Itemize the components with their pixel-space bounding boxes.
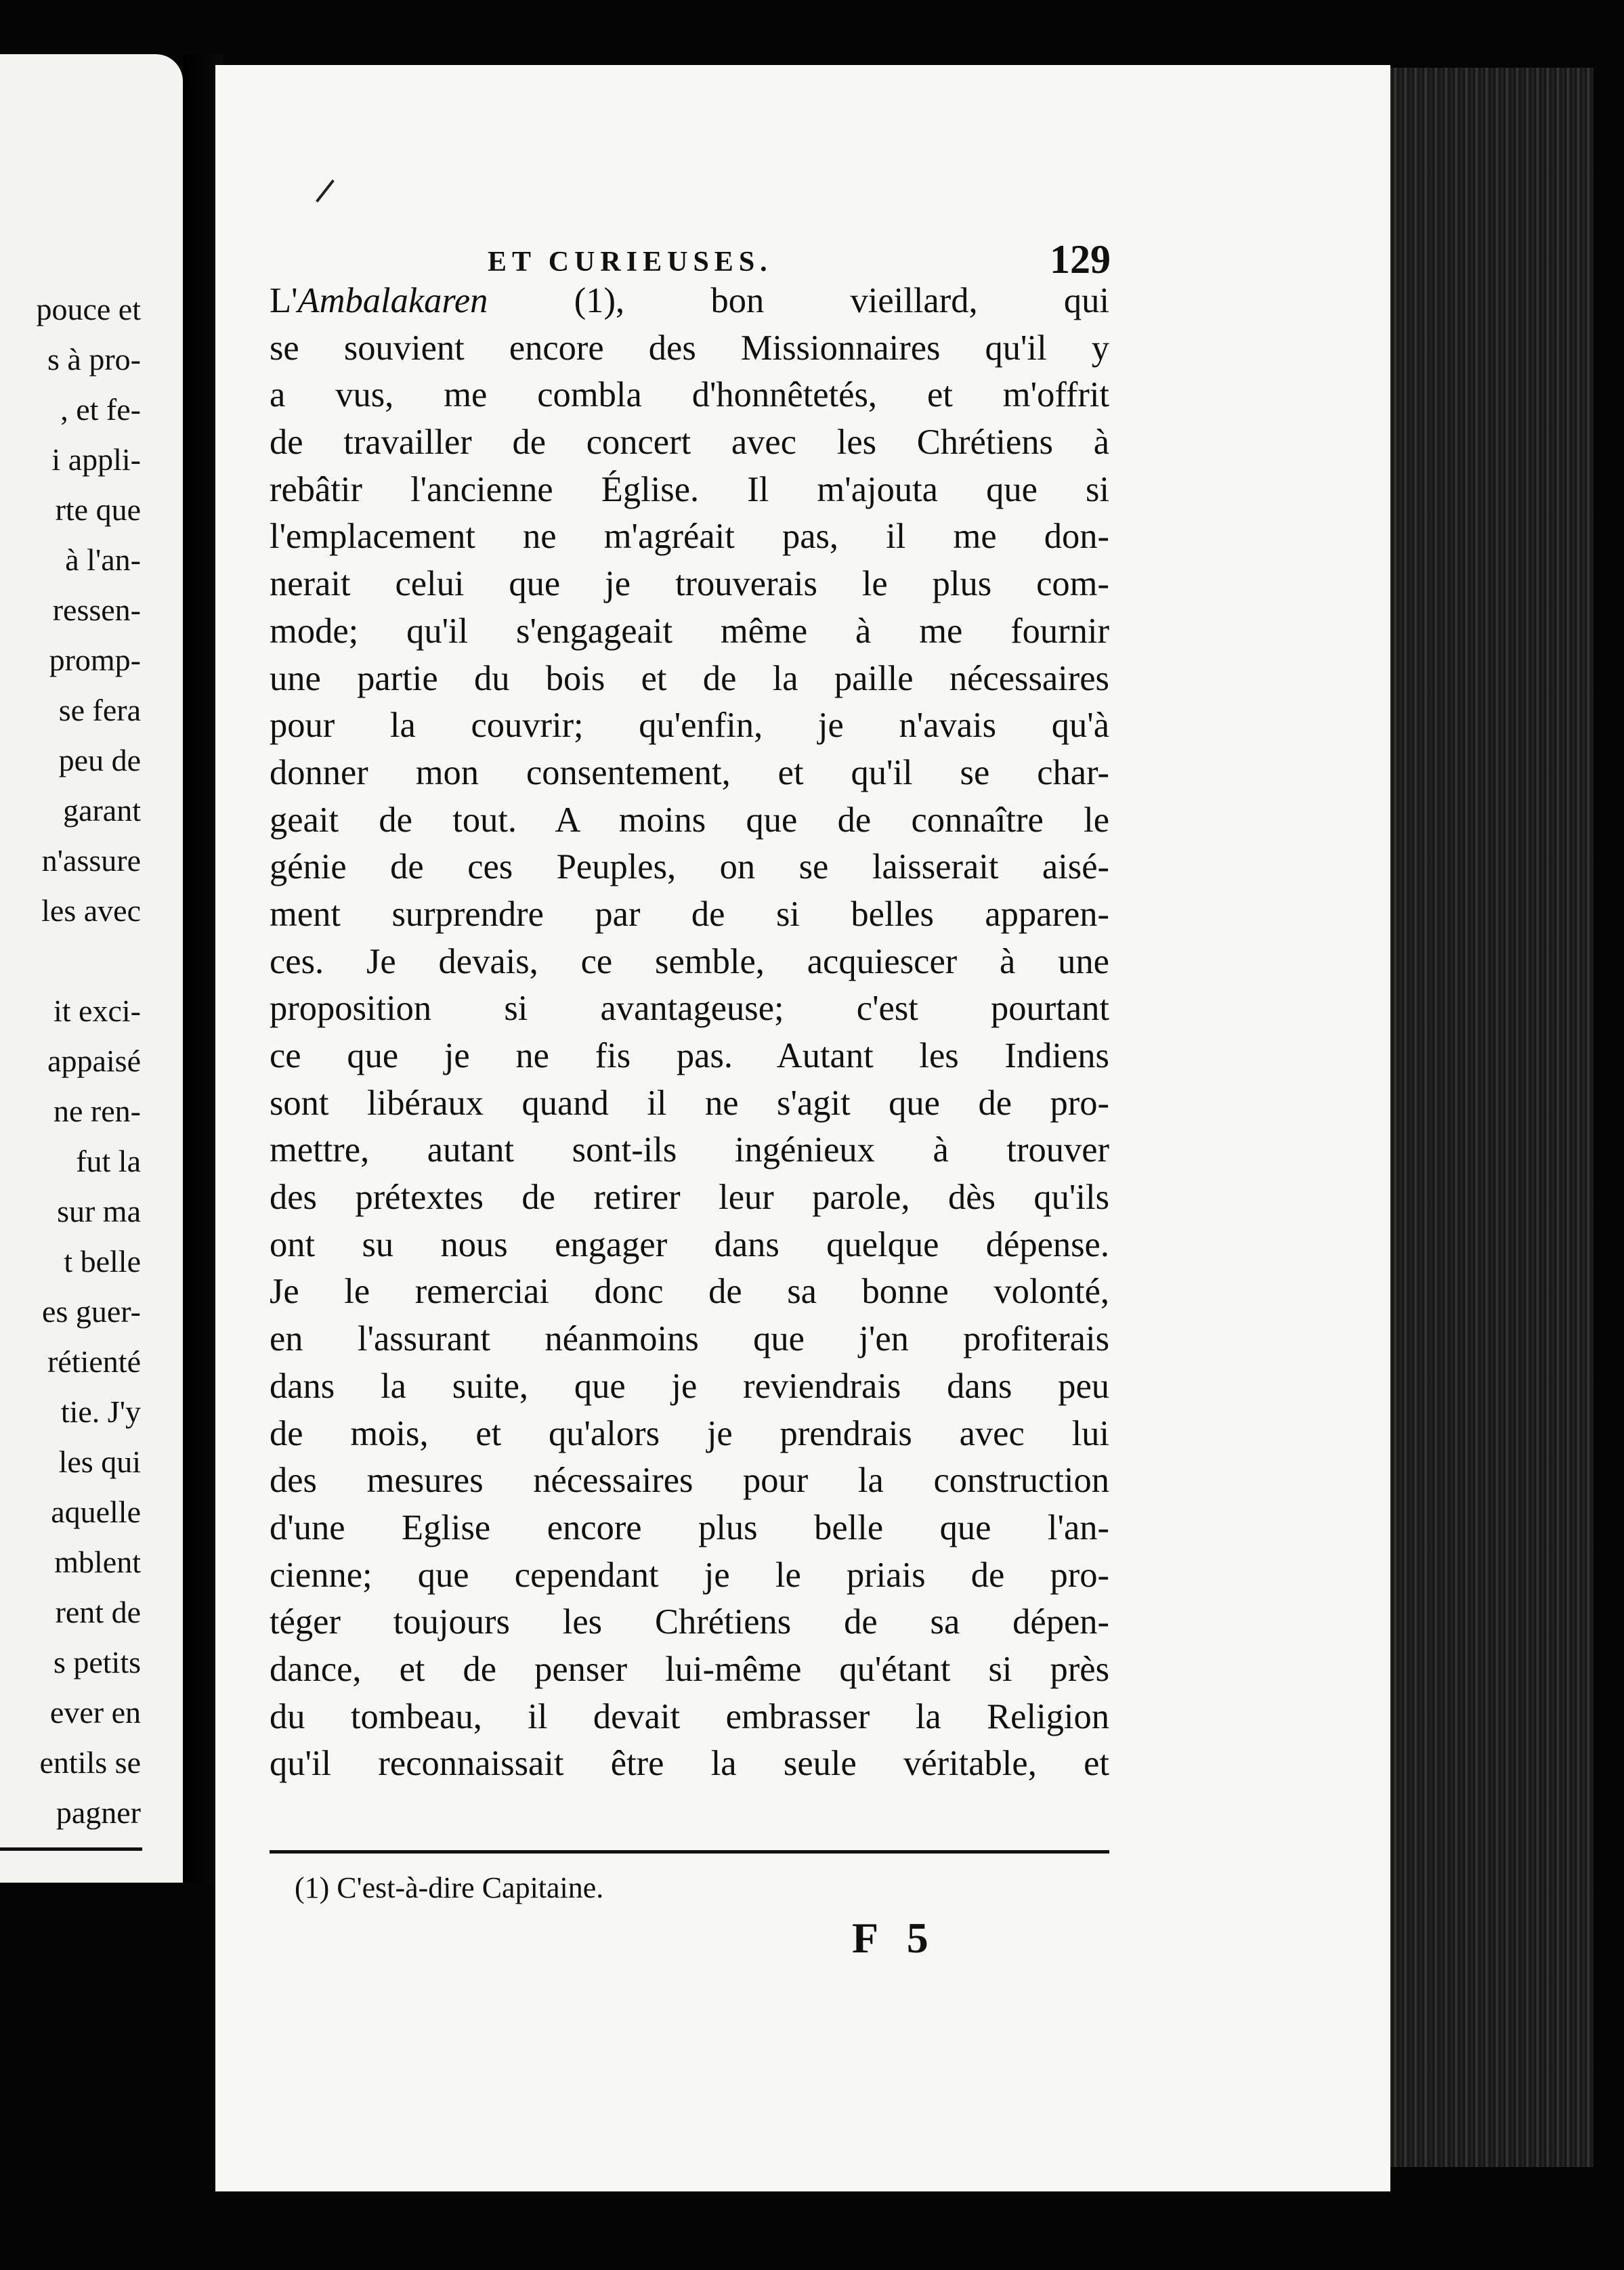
first-line-rest: (1), bon vieillard, qui — [488, 281, 1109, 320]
facing-page-text — [0, 284, 141, 1838]
facing-page-line: ne ren- — [54, 1094, 141, 1128]
facing-page-line: rétienté — [47, 1344, 141, 1379]
text-line: ce que je ne fis pas. Autant les Indiens — [270, 1036, 1109, 1075]
text-line: mode; qu'il s'engageait même à me fournir — [270, 611, 1109, 651]
footnote-rule — [270, 1850, 1109, 1854]
facing-page-line: es guer- — [42, 1294, 141, 1329]
text-line: dans la suite, que je reviendrais dans peu — [270, 1366, 1109, 1406]
page-number: 129 — [1050, 237, 1111, 282]
page-edges — [1390, 68, 1594, 2167]
facing-page-line: les qui — [58, 1444, 141, 1479]
text-line: ces. Je devais, ce semble, acquiescer à une — [270, 941, 1109, 981]
facing-page-line: s à pro- — [47, 342, 141, 377]
facing-page-line: n'assure — [41, 843, 141, 878]
text-line: une partie du bois et de la paille nécessaires — [270, 658, 1109, 698]
text-line: de travailler de concert avec les Chrétiens à — [270, 423, 1109, 463]
facing-page-line: ever en — [49, 1695, 141, 1730]
facing-page-line: garant — [63, 793, 141, 828]
facing-page-line: rte que — [55, 492, 141, 527]
text-line: pour la couvrir; qu'enfin, je n'avais qu'à — [270, 706, 1109, 746]
text-line: du tombeau, il devait embrasser la Religion — [270, 1696, 1109, 1736]
facing-page-line: entils se — [39, 1745, 141, 1780]
running-head — [488, 166, 1165, 282]
facing-page-line: sur ma — [57, 1194, 141, 1228]
running-title: ET CURIEUSES. — [488, 247, 773, 278]
facing-page-line: it exci- — [54, 993, 141, 1028]
text-line — [270, 278, 1109, 325]
text-line: donner mon consentement, et qu'il se char- — [270, 752, 1109, 792]
text-line: de mois, et qu'alors je prendrais avec lui — [270, 1413, 1109, 1453]
facing-page-line: rent de — [55, 1595, 141, 1629]
body-text — [270, 278, 1109, 1788]
text-line: téger toujours les Chrétiens de sa dépen- — [270, 1602, 1109, 1642]
facing-page-line: à l'an- — [65, 542, 141, 577]
facing-page-line: appaisé — [47, 1044, 141, 1078]
signature-mark: F 5 — [852, 1914, 938, 1962]
facing-page-line: i appli- — [51, 442, 141, 477]
facing-page-line: ressen- — [52, 593, 141, 627]
text-line: ont su nous engager dans quelque dépense. — [270, 1224, 1109, 1264]
facing-page-line: , et fe- — [60, 392, 141, 427]
facing-page-line: fut la — [76, 1144, 141, 1178]
text-line: des mesures nécessaires pour la construction — [270, 1461, 1109, 1501]
facing-page-line: t belle — [64, 1244, 141, 1279]
first-line-prefix: L' — [270, 281, 298, 320]
text-line: mettre, autant sont-ils ingénieux à trouver — [270, 1130, 1109, 1170]
facing-page-line: tie. J'y — [60, 1394, 141, 1429]
text-line: se souvient encore des Missionnaires qu'il y — [270, 328, 1109, 368]
text-line: dance, et de penser lui-même qu'étant si près — [270, 1649, 1109, 1689]
text-line: sont libéraux quand il ne s'agit que de pro- — [270, 1083, 1109, 1123]
text-line: ment surprendre par de si belles apparen- — [270, 894, 1109, 934]
facing-page-line: mblent — [54, 1545, 141, 1579]
text-line: des prétextes de retirer leur parole, dès qu'ils — [270, 1178, 1109, 1218]
facing-page-line: pagner — [56, 1795, 141, 1830]
facing-page-line: aquelle — [51, 1495, 141, 1529]
facing-page-line: se fera — [58, 693, 141, 727]
footnote: (1) C'est-à-dire Capitaine. — [295, 1871, 604, 1904]
facing-page-line: pouce et — [36, 292, 141, 326]
text-line: l'emplacement ne m'agréait pas, il me don- — [270, 517, 1109, 557]
italic-name: Ambalakaren — [297, 281, 488, 320]
text-line: en l'assurant néanmoins que j'en profiterais — [270, 1319, 1109, 1359]
text-line: d'une Eglise encore plus belle que l'an- — [270, 1507, 1109, 1547]
text-line: cienne; que cependant je le priais de pro- — [270, 1555, 1109, 1595]
text-line: nerait celui que je trouverais le plus com- — [270, 564, 1109, 604]
facing-page-left — [0, 54, 183, 1883]
facing-page-line: peu de — [58, 743, 141, 777]
text-line: qu'il reconnaissait être la seule véritable, et — [270, 1744, 1109, 1784]
text-line: proposition si avantageuse; c'est pourtant — [270, 989, 1109, 1029]
text-line: Je le remerciai donc de sa bonne volonté, — [270, 1272, 1109, 1312]
facing-page-rule — [0, 1847, 142, 1851]
facing-page-line — [0, 936, 141, 986]
facing-page-line: promp- — [49, 643, 141, 677]
facing-page-line: s petits — [53, 1645, 141, 1679]
facing-page-line: les avec — [41, 893, 141, 928]
text-line: rebâtir l'ancienne Église. Il m'ajouta que si — [270, 469, 1109, 509]
text-line: a vus, me combla d'honnêtetés, et m'offrit — [270, 375, 1109, 415]
text-line: génie de ces Peuples, on se laisserait aisé- — [270, 847, 1109, 887]
text-line: geait de tout. A moins que de connaître le — [270, 800, 1109, 840]
